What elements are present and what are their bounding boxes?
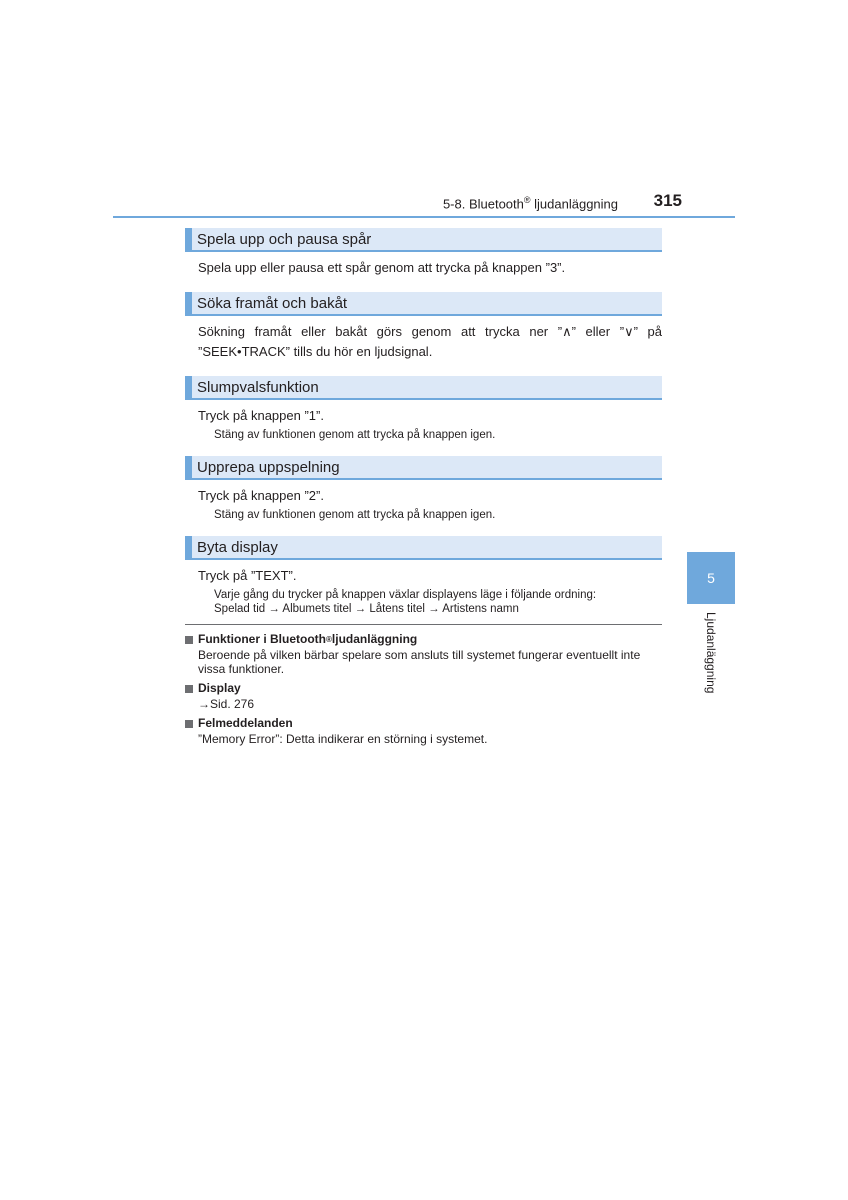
section-title: Söka framåt och bakåt [185,292,662,316]
section-body: Tryck på knappen ”1”. [198,408,324,423]
section-title: Spela upp och pausa spår [185,228,662,252]
section-body: Sökning framåt eller bakåt görs genom att trycka ner ”∧” eller ”∨” på ”SEEK•TRACK” tills du hör en ljudsignal. [198,324,662,359]
info-heading: Funktioner i Bluetooth ® ljudanläggning [185,631,662,648]
page-number: 315 [653,191,682,210]
section-display-change [185,536,662,616]
section-body: Tryck på ”TEXT”. [198,568,297,583]
info-text: Beroende på vilken bärbar spelare som ansluts till systemet fungerar eventuellt inte vissa funktioner. [198,648,641,676]
chapter-label: Ljudanläggning [704,612,718,694]
section-shuffle [185,376,662,442]
header-section-title: 5-8. Bluetooth® ljudanläggning [442,195,618,212]
section-note: Stäng av funktionen genom att trycka på knappen igen. [214,429,496,441]
info-text: ”Memory Error”: Detta indikerar en störning i systemet. [198,732,488,746]
info-heading: Display [185,680,662,697]
page-header [113,190,735,218]
info-block-display [185,680,662,711]
divider [185,624,662,625]
note-line: Varje gång du trycker på knappen växlar displayens läge i följande ordning: [214,589,597,601]
section-note [185,588,662,616]
section-body: Tryck på knappen ”2”. [198,488,324,503]
page-content [185,228,662,750]
page-reference-link[interactable]: →Sid. 276 [198,697,255,711]
square-bullet-icon [185,636,193,644]
chapter-tab: 5 [687,552,735,604]
section-play-pause [185,228,662,278]
section-note: Stäng av funktionen genom att trycka på knappen igen. [214,509,496,521]
section-body: Spela upp eller pausa ett spår genom att trycka på knappen ”3”. [198,260,566,275]
info-block-errors [185,715,662,746]
note-line: Spelad tid → Albumets titel → Låtens titel → Artistens namn [214,603,519,615]
section-title: Upprepa uppspelning [185,456,662,480]
section-repeat [185,456,662,522]
section-title: Slumpvalsfunktion [185,376,662,400]
info-heading: Felmeddelanden [185,715,662,732]
square-bullet-icon [185,685,193,693]
square-bullet-icon [185,720,193,728]
section-title: Byta display [185,536,662,560]
section-seek [185,292,662,362]
info-block-bluetooth [185,631,662,676]
